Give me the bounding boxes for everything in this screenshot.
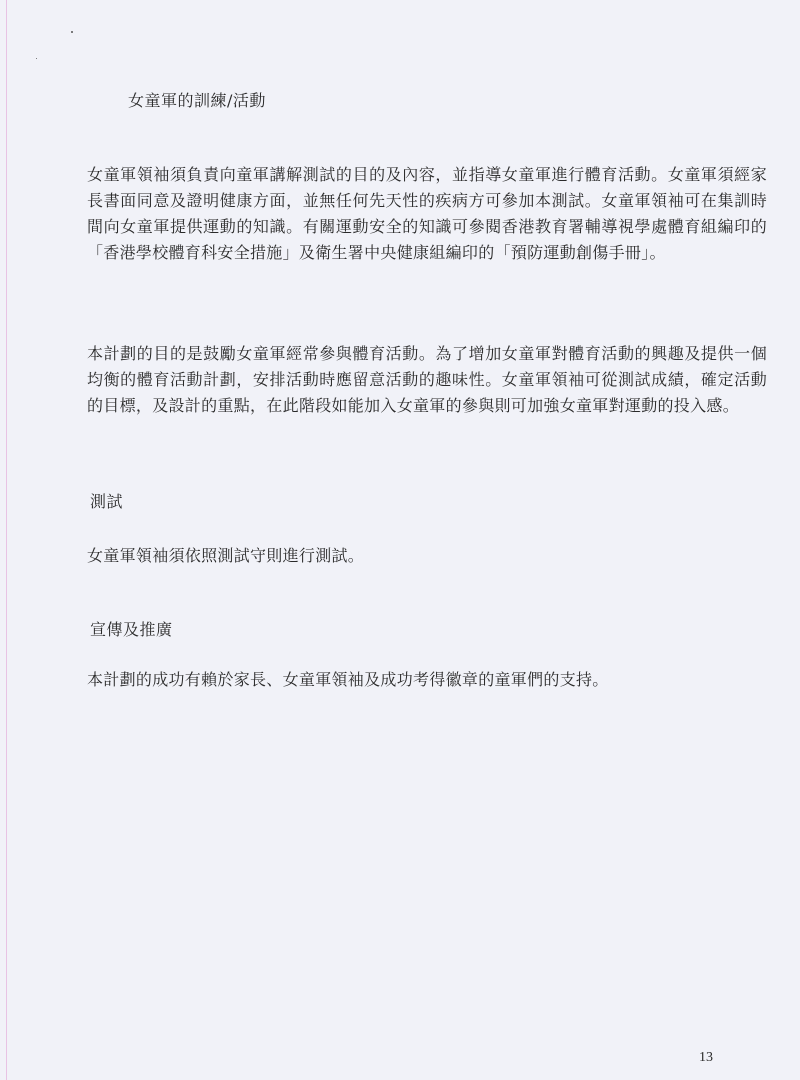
page-heading: 女童軍的訓練/活動 bbox=[128, 91, 266, 110]
scan-speck bbox=[36, 58, 37, 59]
intro-paragraph: 女童軍領袖須負責向童軍講解測試的目的及內容，並指導女童軍進行體育活動。女童軍須經家長書面同意及證明健康方面，並無任何先天性的疾病方可參加本測試。女童軍領袖可在集訓時間向女童軍提供運動的知識。有關運動安全的知識可參閱香港教育署輔導視學處體育組編印的「香港學校體育科安全措施」及衛生署中央健康組編印的「預防運動創傷手冊」。 bbox=[87, 165, 767, 262]
page-margin-line bbox=[6, 0, 7, 1080]
test-section-body: 女童軍領袖須依照測試守則進行測試。 bbox=[87, 546, 365, 565]
page-number: 13 bbox=[699, 1050, 713, 1065]
scan-speck bbox=[71, 31, 73, 33]
purpose-paragraph: 本計劃的目的是鼓勵女童軍經常參與體育活動。為了增加女童軍對體育活動的興趣及提供一個均衡的體育活動計劃，安排活動時應留意活動的趣味性。女童軍領袖可從測試成績，確定活動的目標，及設計的重點，在此階段如能加入女童軍的參與則可加強女童軍對運動的投入感。 bbox=[87, 344, 767, 415]
promotion-section-body: 本計劃的成功有賴於家長、女童軍領袖及成功考得徽章的童軍們的支持。 bbox=[87, 670, 609, 689]
promotion-section-title: 宣傳及推廣 bbox=[90, 620, 173, 639]
test-section-title: 測試 bbox=[90, 492, 124, 511]
